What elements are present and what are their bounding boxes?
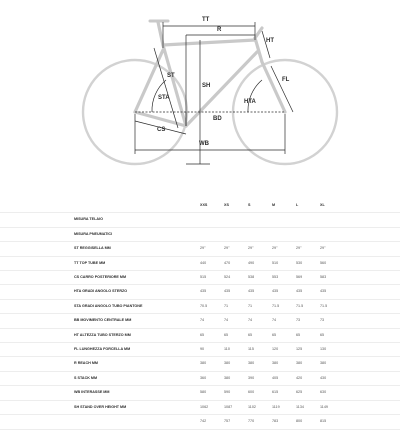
row-value: 65 bbox=[296, 328, 320, 342]
label-sta: STA bbox=[158, 95, 170, 101]
row-label: R REACH MM bbox=[0, 357, 200, 371]
row-value: 380 bbox=[224, 357, 248, 371]
row-value: 71 bbox=[224, 299, 248, 313]
row-value: 630 bbox=[320, 386, 400, 400]
row-value: 1149 bbox=[320, 400, 400, 414]
table-body bbox=[0, 213, 400, 429]
header-xxs: XXS bbox=[200, 199, 224, 213]
row-value: 74 bbox=[272, 314, 296, 328]
row-value: 430 bbox=[320, 371, 400, 385]
row-label: FL LUNGHEZZA FORCELLA MM bbox=[0, 343, 200, 357]
row-value: 74 bbox=[200, 314, 224, 328]
row-value: 757 bbox=[224, 415, 248, 429]
row-value: 515 bbox=[200, 271, 224, 285]
head-tube bbox=[255, 38, 262, 62]
row-value: 65 bbox=[272, 328, 296, 342]
row-label bbox=[0, 415, 200, 429]
row-value bbox=[200, 227, 224, 241]
header-l: L bbox=[296, 199, 320, 213]
row-value: 73 bbox=[296, 314, 320, 328]
row-value: 380 bbox=[296, 357, 320, 371]
row-value: 470 bbox=[224, 256, 248, 270]
row-value: 800 bbox=[296, 415, 320, 429]
row-value: 490 bbox=[248, 256, 272, 270]
row-label: BB MOVIMENTO CENTRALE MM bbox=[0, 314, 200, 328]
hta-arc bbox=[248, 80, 262, 112]
geometry-table bbox=[0, 199, 400, 430]
row-value: 380 bbox=[200, 357, 224, 371]
row-value bbox=[272, 213, 296, 227]
row-value: 560 bbox=[320, 256, 400, 270]
row-value: 770 bbox=[248, 415, 272, 429]
row-value bbox=[200, 213, 224, 227]
row-value: 380 bbox=[248, 357, 272, 371]
row-value: 435 bbox=[224, 285, 248, 299]
row-value: 569 bbox=[296, 271, 320, 285]
row-value: 71 bbox=[248, 299, 272, 313]
table-row bbox=[0, 400, 400, 414]
row-value: 1087 bbox=[224, 400, 248, 414]
row-value: 390 bbox=[248, 371, 272, 385]
table-row bbox=[0, 271, 400, 285]
header-xl: XL bbox=[320, 199, 400, 213]
table-row bbox=[0, 256, 400, 270]
table-row bbox=[0, 314, 400, 328]
row-value bbox=[224, 227, 248, 241]
down-tube bbox=[186, 52, 257, 126]
row-label: HT ALTEZZA TUBO STERZO MM bbox=[0, 328, 200, 342]
row-value: 435 bbox=[200, 285, 224, 299]
top-tube bbox=[163, 40, 255, 45]
row-value: 1062 bbox=[200, 400, 224, 414]
row-value: 65 bbox=[200, 328, 224, 342]
row-value: 29" bbox=[296, 242, 320, 256]
row-value: 71.5 bbox=[296, 299, 320, 313]
row-value: 110 bbox=[224, 343, 248, 357]
row-value bbox=[224, 213, 248, 227]
row-value: 29" bbox=[248, 242, 272, 256]
table-row bbox=[0, 328, 400, 342]
row-value: 440 bbox=[200, 256, 224, 270]
row-label: MISURA TELAIO bbox=[0, 213, 200, 227]
row-label: STA GRADI ANGOLO TUBO PIANTONE bbox=[0, 299, 200, 313]
row-value: 435 bbox=[296, 285, 320, 299]
row-value bbox=[272, 227, 296, 241]
row-value bbox=[248, 227, 272, 241]
row-value: 74 bbox=[224, 314, 248, 328]
header-m: M bbox=[272, 199, 296, 213]
row-label: MISURA PNEUMATICI bbox=[0, 227, 200, 241]
label-ht: HT bbox=[266, 38, 274, 44]
label-hta: HTA bbox=[244, 99, 256, 105]
row-value: 90 bbox=[200, 343, 224, 357]
label-r: R bbox=[217, 27, 222, 33]
table-row bbox=[0, 213, 400, 227]
row-value: 435 bbox=[272, 285, 296, 299]
row-value: 524 bbox=[224, 271, 248, 285]
row-value: 510 bbox=[272, 256, 296, 270]
row-value: 553 bbox=[272, 271, 296, 285]
seat-tube bbox=[163, 45, 186, 126]
label-cs: CS bbox=[157, 127, 166, 133]
row-value: 74 bbox=[248, 314, 272, 328]
row-value: 70.5 bbox=[200, 299, 224, 313]
row-value: 380 bbox=[224, 371, 248, 385]
row-value: 1102 bbox=[248, 400, 272, 414]
label-st: ST bbox=[167, 73, 175, 79]
label-sh: SH bbox=[202, 83, 211, 89]
table-row bbox=[0, 415, 400, 429]
row-label: WB INTERASSE MM bbox=[0, 386, 200, 400]
row-value: 742 bbox=[200, 415, 224, 429]
table-row bbox=[0, 285, 400, 299]
row-value bbox=[320, 213, 400, 227]
row-value: 600 bbox=[248, 386, 272, 400]
row-value: 71.5 bbox=[320, 299, 400, 313]
row-label: ST REGGISELLA MM bbox=[0, 242, 200, 256]
row-value: 583 bbox=[320, 271, 400, 285]
row-label: SH STAND OVER HEIGHT MM bbox=[0, 400, 200, 414]
table-row bbox=[0, 371, 400, 385]
row-value: 29" bbox=[224, 242, 248, 256]
table-row bbox=[0, 299, 400, 313]
row-value: 380 bbox=[272, 357, 296, 371]
row-value: 590 bbox=[224, 386, 248, 400]
row-value: 815 bbox=[320, 415, 400, 429]
row-value: 360 bbox=[200, 371, 224, 385]
chain-stay bbox=[135, 112, 186, 126]
table-row bbox=[0, 227, 400, 241]
row-value: 420 bbox=[296, 371, 320, 385]
row-value: 783 bbox=[272, 415, 296, 429]
label-wb: WB bbox=[199, 141, 209, 147]
row-value: 29" bbox=[320, 242, 400, 256]
row-value: 65 bbox=[320, 328, 400, 342]
row-value: 29" bbox=[200, 242, 224, 256]
fork bbox=[262, 62, 285, 112]
row-value: 115 bbox=[248, 343, 272, 357]
row-value: 65 bbox=[224, 328, 248, 342]
row-value: 580 bbox=[200, 386, 224, 400]
row-value bbox=[248, 213, 272, 227]
ht-dimension-line bbox=[262, 31, 270, 58]
header-s: S bbox=[248, 199, 272, 213]
header-empty bbox=[0, 199, 200, 213]
bike-frame bbox=[135, 21, 285, 126]
row-value: 120 bbox=[272, 343, 296, 357]
header-xs: XS bbox=[224, 199, 248, 213]
row-value: 125 bbox=[296, 343, 320, 357]
row-value: 625 bbox=[296, 386, 320, 400]
label-bd: BD bbox=[213, 116, 222, 122]
row-value: 65 bbox=[248, 328, 272, 342]
row-value: 29" bbox=[272, 242, 296, 256]
label-tt: TT bbox=[202, 17, 210, 23]
row-value: 435 bbox=[248, 285, 272, 299]
table-row bbox=[0, 386, 400, 400]
table-row bbox=[0, 242, 400, 256]
row-value bbox=[320, 227, 400, 241]
row-value: 130 bbox=[320, 343, 400, 357]
bike-geometry-diagram bbox=[0, 0, 400, 185]
row-label: CS CARRO POSTERIORE MM bbox=[0, 271, 200, 285]
table-row bbox=[0, 357, 400, 371]
seat-post bbox=[158, 22, 163, 45]
row-value: 1119 bbox=[272, 400, 296, 414]
table-row bbox=[0, 343, 400, 357]
row-value bbox=[296, 227, 320, 241]
row-value: 405 bbox=[272, 371, 296, 385]
row-label: TT TOP TUBE MM bbox=[0, 256, 200, 270]
row-label: S STACK MM bbox=[0, 371, 200, 385]
row-value: 71.5 bbox=[272, 299, 296, 313]
row-value: 538 bbox=[248, 271, 272, 285]
stem bbox=[255, 28, 262, 38]
row-value: 615 bbox=[272, 386, 296, 400]
row-value bbox=[296, 213, 320, 227]
row-value: 73 bbox=[320, 314, 400, 328]
table-header-row bbox=[0, 199, 400, 213]
row-label: HTA GRADI ANGOLO STERZO bbox=[0, 285, 200, 299]
row-value: 1134 bbox=[296, 400, 320, 414]
row-value: 530 bbox=[296, 256, 320, 270]
row-value: 435 bbox=[320, 285, 400, 299]
label-fl: FL bbox=[282, 77, 290, 83]
row-value: 380 bbox=[320, 357, 400, 371]
